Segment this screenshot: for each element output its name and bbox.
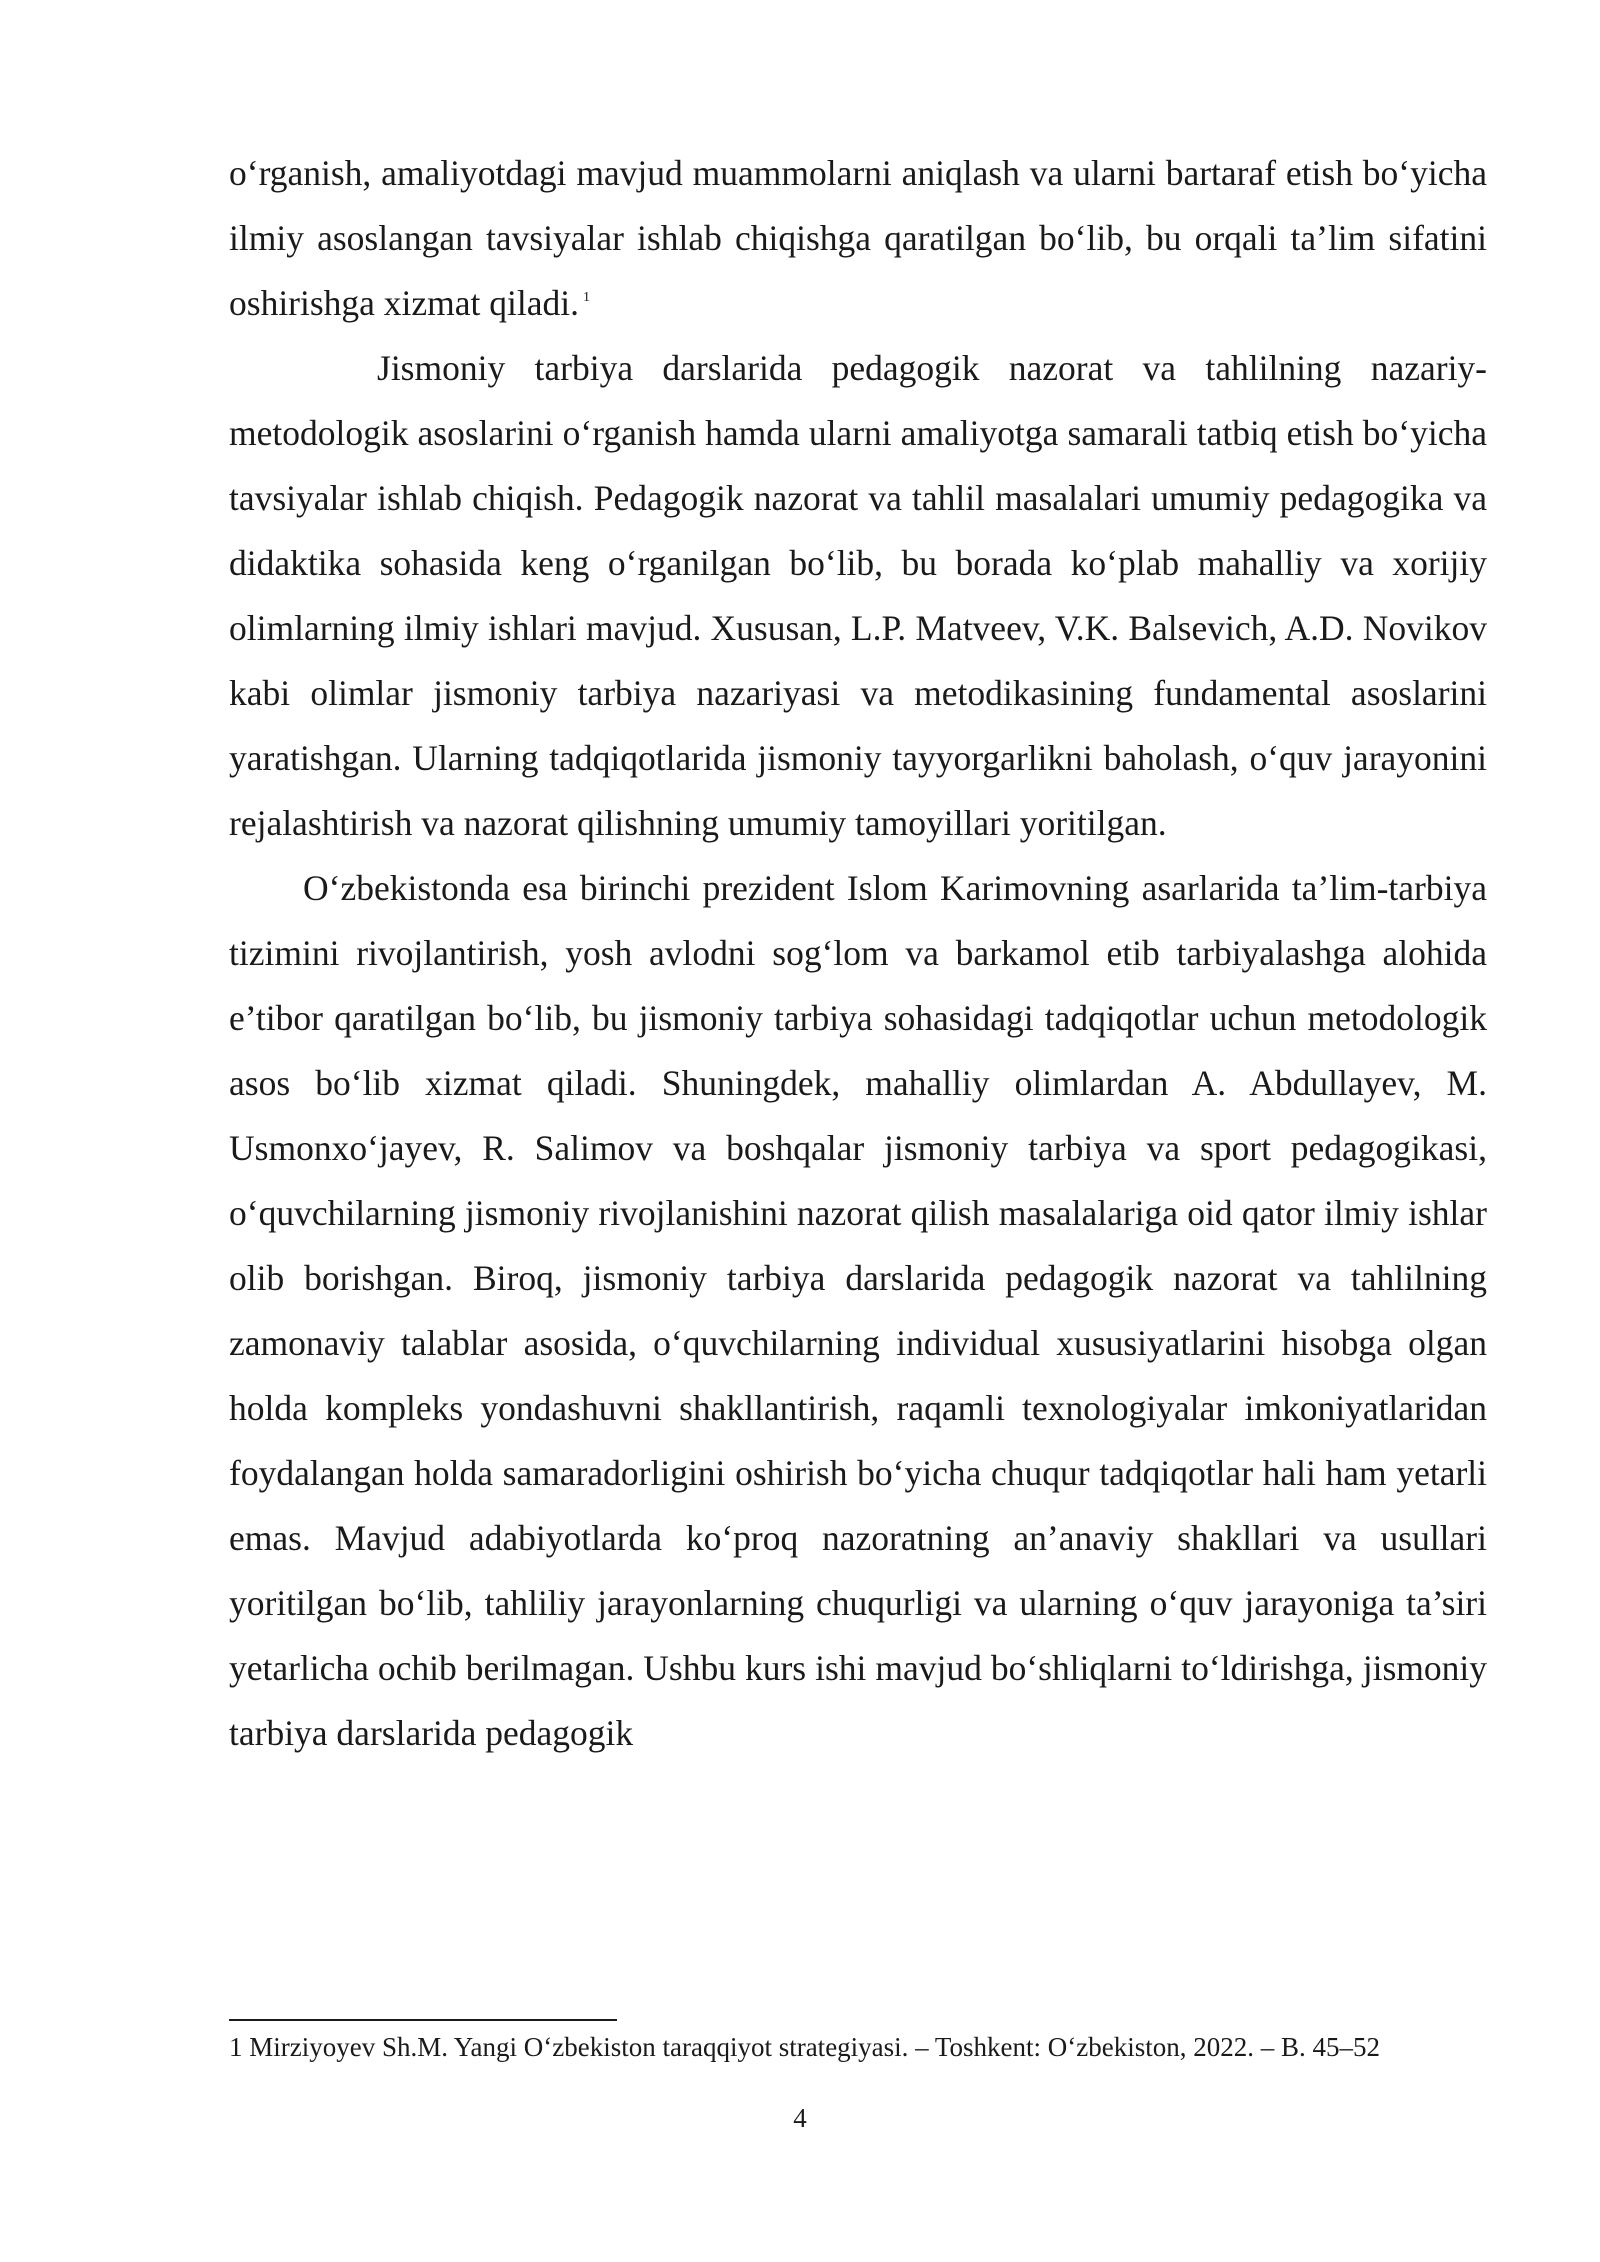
paragraph-2: Jismoniy tarbiya darslarida pedagogik nazorat va tahlilning nazariy-metodologik asoslarini o‘rganish hamda ularni amaliyotga samarali tatbiq etish bo‘yicha tavsiyalar ishlab chiqish. Pedagogik nazorat va tahlil masalalari umumiy pedagogika va didaktika sohasida keng o‘rganilgan bo‘lib, bu borada ko‘plab mahalliy va xorijiy olimlarning ilmiy ishlari mavjud. Xususan, L.P. Matveev, V.K. Balsevich, A.D. Novikov kabi olimlar jismoniy tarbiya nazariyasi va metodikasining fundamental asoslarini yaratishgan. Ularning tadqiqotlarida jismoniy tayyorgarlikni baholash, o‘quv jarayonini rejalashtirish va nazorat qilishning umumiy tamoyillari yoritilgan. [229, 348, 1487, 843]
page-number: 4 [793, 2103, 807, 2133]
footnote-separator [229, 2019, 617, 2021]
paragraph-3: O‘zbekistonda esa birinchi prezident Islom Karimovning asarlarida ta’lim-tarbiya tizimini rivojlantirish, yosh avlodni sog‘lom va barkamol etib tarbiyalashga alohida e’tibor qaratilgan bo‘lib, bu jismoniy tarbiya sohasidagi tadqiqotlar uchun metodologik asos bo‘lib xizmat qiladi. Shuningdek, mahalliy olimlardan A. Abdullayev, M. Usmonxo‘jayev, R. Salimov va boshqalar jismoniy tarbiya va sport pedagogikasi, o‘quvchilarning jismoniy rivojlanishini nazorat qilish masalalariga oid qator ilmiy ishlar olib borishgan. Biroq, jismoniy tarbiya darslarida pedagogik nazorat va tahlilning zamonaviy talablar asosida, o‘quvchilarning individual xususiyatlarini hisobga olgan holda kompleks yondashuvni shakllantirish, raqamli texnologiyalar imkoniyatlaridan foydalangan holda samaradorligini oshirish bo‘yicha chuqur tadqiqotlar hali ham yetarli emas. Mavjud adabiyotlarda ko‘proq nazoratning an’anaviy shakllari va usullari yoritilgan bo‘lib, tahliliy jarayonlarning chuqurligi va ularning o‘quv jarayoniga ta’siri yetarlicha ochib berilmagan. Ushbu kurs ishi mavjud bo‘shliqlarni to‘ldirishga, jismoniy tarbiya darslarida pedagogik [229, 868, 1487, 1753]
paragraph-1-text: o‘rganish, amaliyotdagi mavjud muammolarni aniqlash va ularni bartaraf etish bo‘yicha ilmiy asoslangan tavsiyalar ishlab chiqishga qaratilgan bo‘lib, bu orqali ta’lim sifatini oshirishga xizmat qiladi. [229, 153, 1487, 323]
footnote: 1 Mirziyoyev Sh.M. Yangi O‘zbekiston taraqqiyot strategiyasi. – Toshkent: O‘zbekiston, 2022. – B. 45–52 [229, 2032, 1381, 2062]
paragraph-1 [229, 141, 1487, 336]
body-text [229, 141, 1487, 1766]
footnote-reference: 1 [583, 290, 591, 305]
